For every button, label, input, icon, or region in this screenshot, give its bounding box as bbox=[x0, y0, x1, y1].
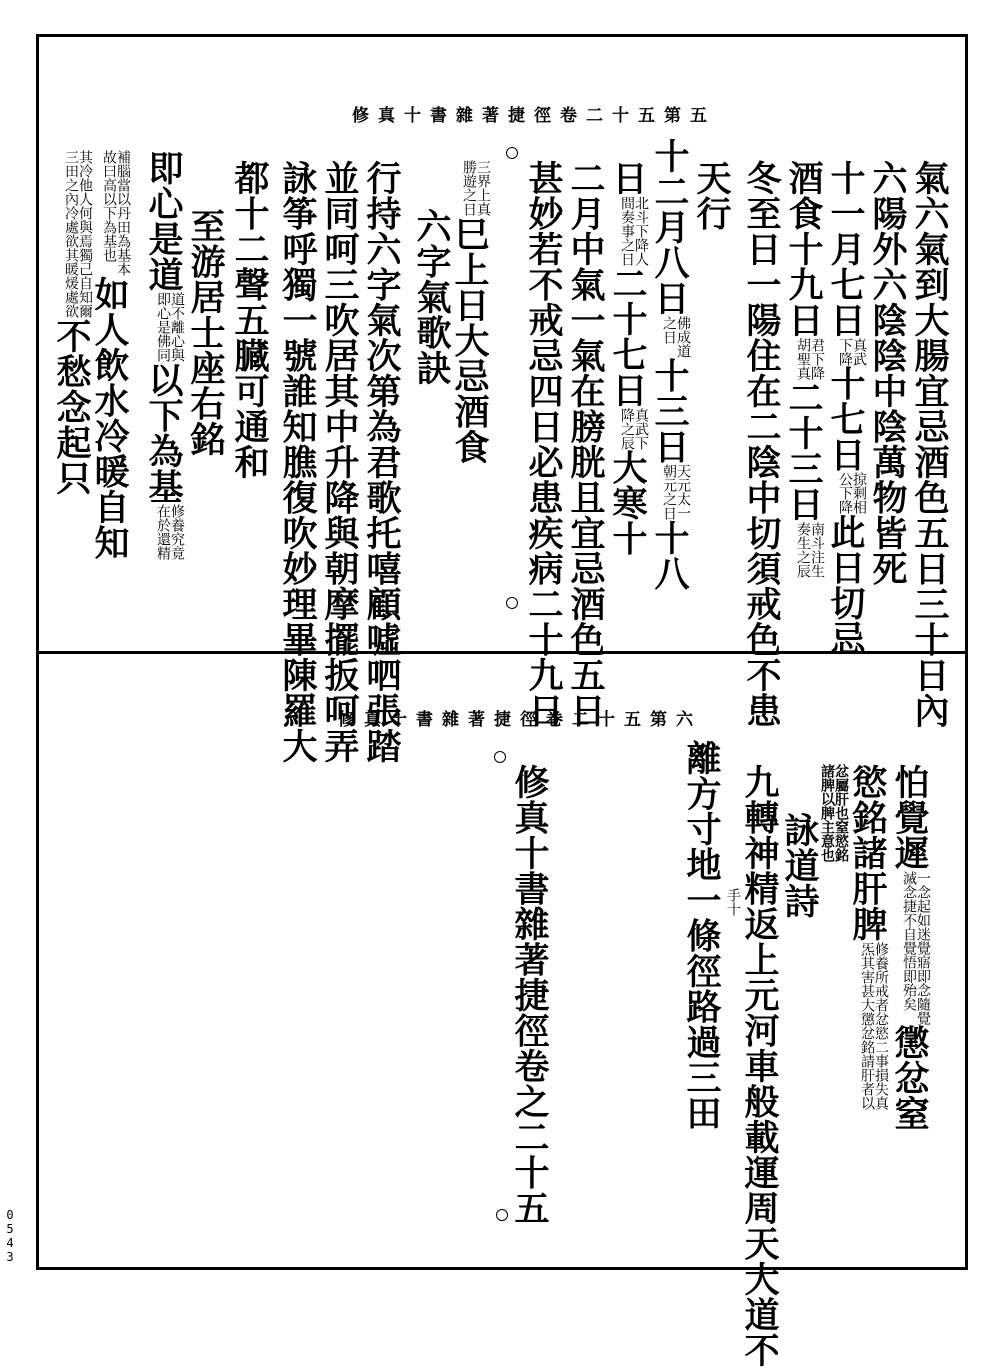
bottom-circle-mark-2 bbox=[496, 1209, 508, 1221]
top-col-11-note-1: 三界上真 勝遊之日 bbox=[461, 160, 491, 216]
top-col-14: 並同呵三吹居其中升降與朝摩擺扳呵弄 bbox=[319, 160, 360, 764]
top-col-2: 六陽外六陰陰中陰萬物皆死 bbox=[867, 160, 908, 586]
bottom-col-2-text-a: 慾銘諸肝脾 bbox=[847, 764, 888, 942]
top-col-3-text-b: 十七日 bbox=[825, 365, 866, 472]
top-col-12: 六字氣歌訣 bbox=[411, 208, 452, 386]
top-col-15: 詠筝呼獨一號誰知膲復吹妙理畢陳羅大 bbox=[277, 160, 318, 764]
top-col-18 bbox=[143, 150, 185, 560]
top-col-8-text-a: 日 bbox=[607, 160, 648, 196]
top-col-20 bbox=[51, 150, 93, 496]
bottom-panel-header: 修真十書雜著捷徑卷二十五第六 bbox=[338, 710, 702, 730]
top-col-11 bbox=[449, 160, 491, 465]
top-col-7-text-c: 十八 bbox=[649, 520, 690, 591]
top-col-18-note-1: 道不離心與 即心是佛同 bbox=[155, 292, 185, 362]
bottom-col-4: 詠道詩 bbox=[779, 812, 820, 919]
top-col-4-note-2: 南斗注生 奏生之辰 bbox=[795, 521, 825, 578]
top-col-3-text-a: 十一月七日 bbox=[825, 160, 866, 338]
top-col-10: 甚妙若不戒忌四日必患疾病二十九日 bbox=[523, 160, 564, 728]
top-col-11-text-a: 巳上日大忌酒食 bbox=[449, 216, 490, 465]
top-col-3-note-1: 真武 下降 bbox=[837, 337, 867, 366]
top-col-18-text-b: 以下為基 bbox=[143, 362, 184, 504]
top-col-4-text-a: 酒食十九日 bbox=[783, 160, 824, 338]
bottom-col-3-note: 忿屬肝也窒慾銘 諸脾以脾主意也 bbox=[819, 764, 849, 862]
top-col-3-text-c: 此日切忌 bbox=[825, 514, 866, 656]
top-col-20-text-a: 不愁念起只 bbox=[51, 318, 92, 496]
top-col-9: 二月中氣一氣在膀胱且宜忌酒色五日 bbox=[565, 160, 606, 728]
top-circle-mark-2 bbox=[506, 597, 518, 609]
top-col-8-note-2: 真武下 降之辰 bbox=[619, 407, 649, 450]
top-col-19-note-1: 補腦當以丹田為基本 故曰高以下為基也 bbox=[101, 150, 131, 276]
top-col-19 bbox=[89, 150, 131, 560]
top-col-1: 氣六氣到大腸宜忌酒色五日三十日內 bbox=[909, 160, 950, 728]
top-col-19-text-a: 如人飲水冷暖自知 bbox=[89, 276, 130, 560]
top-col-7-text-a: 十二月八日 bbox=[649, 138, 690, 316]
top-col-7 bbox=[649, 138, 691, 591]
page-number: 0 5 4 3 bbox=[6, 1208, 14, 1264]
bottom-col-5: 九轉神精返上元河車般載運周天大道不 bbox=[739, 764, 780, 1368]
bottom-col-1 bbox=[889, 764, 931, 1131]
top-col-16: 都十二聲五臓可通和 bbox=[229, 160, 270, 480]
top-col-8-text-c: 大寒十 bbox=[607, 449, 648, 556]
top-col-7-note-1: 佛成道 之日 bbox=[661, 315, 691, 358]
top-col-4-text-b: 二十三日 bbox=[783, 379, 824, 522]
top-col-7-text-b: 十三日 bbox=[649, 357, 690, 464]
top-col-4-note-1: 君下降 胡聖真 bbox=[795, 337, 825, 380]
top-col-13: 行持六字氣次第為君歌托嘻顧噓呬張踏 bbox=[361, 160, 402, 764]
bottom-circle-mark-1 bbox=[494, 751, 506, 763]
bottom-col-1-note-1: 一念起如迷覺寤即念隨覺 滅念捷不自覺悟即殆矣 bbox=[901, 870, 931, 1025]
top-col-5: 冬至日一陽住在二陰中切須戒色不患 bbox=[741, 160, 782, 728]
top-col-6: 天行 bbox=[691, 160, 732, 231]
top-col-8 bbox=[607, 160, 649, 556]
top-col-17: 至游居士座右銘 bbox=[185, 208, 226, 457]
top-col-7-note-2: 天元太一 朝元之日 bbox=[661, 464, 691, 520]
bottom-col-1-text-a: 怕覺遲 bbox=[889, 764, 930, 871]
bottom-col-1-text-b: 懲忿窒 bbox=[889, 1024, 930, 1131]
book-title-end: 修真十書雜著捷徑卷之二十五 bbox=[509, 764, 550, 1226]
top-col-18-note-2: 修養究竟 在於還精 bbox=[155, 504, 185, 560]
bottom-col-5-note: 手十 bbox=[725, 888, 741, 916]
top-col-18-text-a: 即心是道 bbox=[143, 150, 184, 292]
top-col-4 bbox=[783, 160, 825, 578]
bottom-col-6: 離方寸地一條徑路過三田 bbox=[681, 740, 722, 1131]
top-col-20-note-1: 其冷他人何與焉獨己自知爾 三田之內冷處欲其暖煖處欲 bbox=[63, 150, 93, 318]
top-circle-mark-1 bbox=[506, 147, 518, 159]
top-col-3-note-2: 掠剩相 公下降 bbox=[837, 472, 867, 514]
top-col-3 bbox=[825, 160, 867, 656]
top-col-8-note-1: 北斗下降人 間奏事之日 bbox=[619, 195, 649, 266]
bottom-col-2 bbox=[847, 764, 889, 1110]
top-col-8-text-b: 二十七日 bbox=[607, 265, 648, 408]
bottom-col-2-note-1: 修養所戒者忿慾二事損失真 炁其害甚大懲忿銘請肝者以 bbox=[859, 941, 889, 1110]
top-panel-header: 修真十書雜著捷徑卷二十五第五 bbox=[352, 106, 716, 126]
